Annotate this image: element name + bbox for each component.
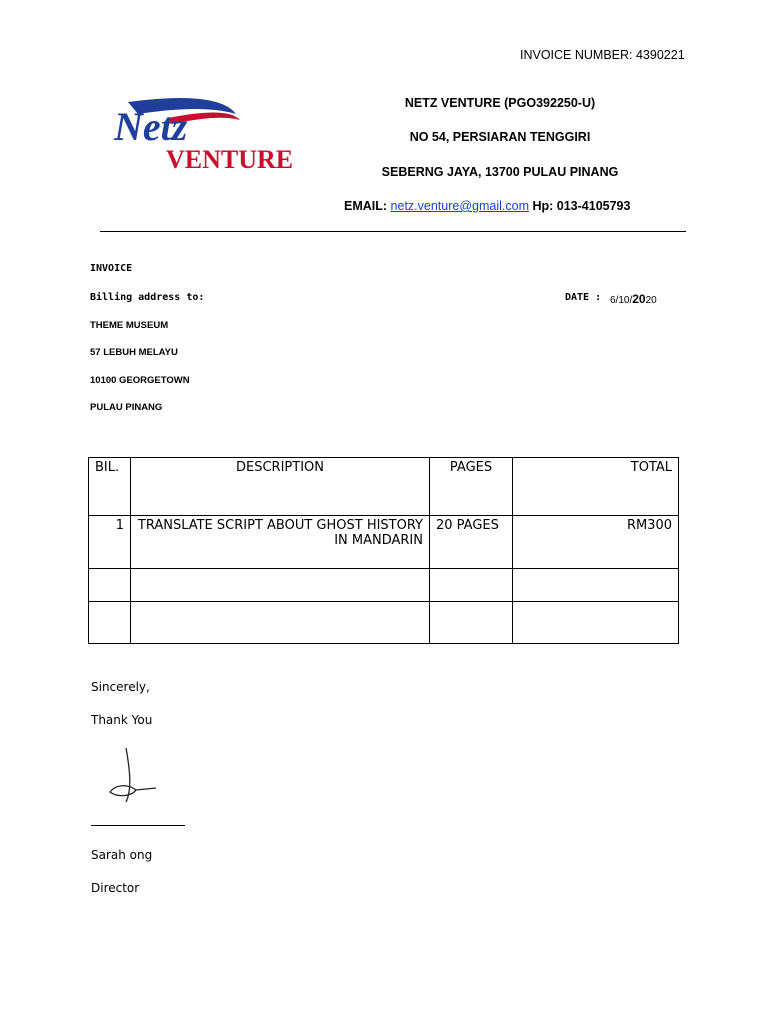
col-header-bil: BIL. <box>89 458 131 516</box>
col-header-total: TOTAL <box>513 458 679 516</box>
signature-stroke <box>110 748 156 802</box>
cell-pages <box>430 602 513 644</box>
cell-total: RM300 <box>513 516 679 569</box>
cell-total <box>513 569 679 602</box>
cell-total <box>513 602 679 644</box>
email-link[interactable]: netz.venture@gmail.com <box>390 199 529 213</box>
closing-thanks: Thank You <box>91 713 153 727</box>
invoice-title: INVOICE <box>90 263 133 274</box>
table-row <box>89 516 679 569</box>
cell-pages: 20 PAGES <box>430 516 513 569</box>
cell-description: TRANSLATE SCRIPT ABOUT GHOST HISTORY IN MANDARIN <box>131 516 430 569</box>
closing-sincerely: Sincerely, <box>91 680 150 694</box>
table-row <box>89 569 679 602</box>
email-label: EMAIL: <box>344 199 388 213</box>
billing-line: PULAU PINANG <box>90 402 163 413</box>
cell-description <box>131 569 430 602</box>
signature-image <box>96 740 166 810</box>
date-label: DATE : <box>565 292 602 303</box>
signatory-title: Director <box>91 881 140 895</box>
items-table <box>88 457 679 644</box>
company-name: NETZ VENTURE (PGO392250-U) <box>404 96 596 110</box>
table-row <box>89 602 679 644</box>
cell-bil: 1 <box>89 516 131 569</box>
cell-description <box>131 602 430 644</box>
billing-line: 10100 GEORGETOWN <box>90 375 190 386</box>
billing-line: 57 LEBUH MELAYU <box>90 347 178 358</box>
date-part: 6/10/ <box>610 295 633 306</box>
signature-line <box>91 825 185 826</box>
billing-line: THEME MUSEUM <box>90 320 169 331</box>
table-header-row <box>89 458 679 516</box>
company-address-1: NO 54, PERSIARAN TENGGIRI <box>409 130 591 144</box>
company-logo <box>108 96 308 180</box>
logo-text-netz: Netz <box>114 104 188 149</box>
company-address-2: SEBERNG JAYA, 13700 PULAU PINANG <box>381 165 619 179</box>
header-divider <box>100 231 686 232</box>
signatory-name: Sarah ong <box>91 848 153 862</box>
contact-line <box>344 199 630 213</box>
col-header-pages: PAGES <box>430 458 513 516</box>
cell-bil <box>89 569 131 602</box>
invoice-number: INVOICE NUMBER: 4390221 <box>520 48 685 62</box>
date-value <box>610 292 657 306</box>
date-part: 20 <box>632 292 646 306</box>
phone: Hp: 013-4105793 <box>532 199 631 213</box>
cell-bil <box>89 602 131 644</box>
billing-label: Billing address to: <box>90 292 205 303</box>
date-part: 20 <box>645 295 657 306</box>
logo-text-venture: VENTURE <box>166 145 294 174</box>
col-header-description: DESCRIPTION <box>131 458 430 516</box>
cell-pages <box>430 569 513 602</box>
